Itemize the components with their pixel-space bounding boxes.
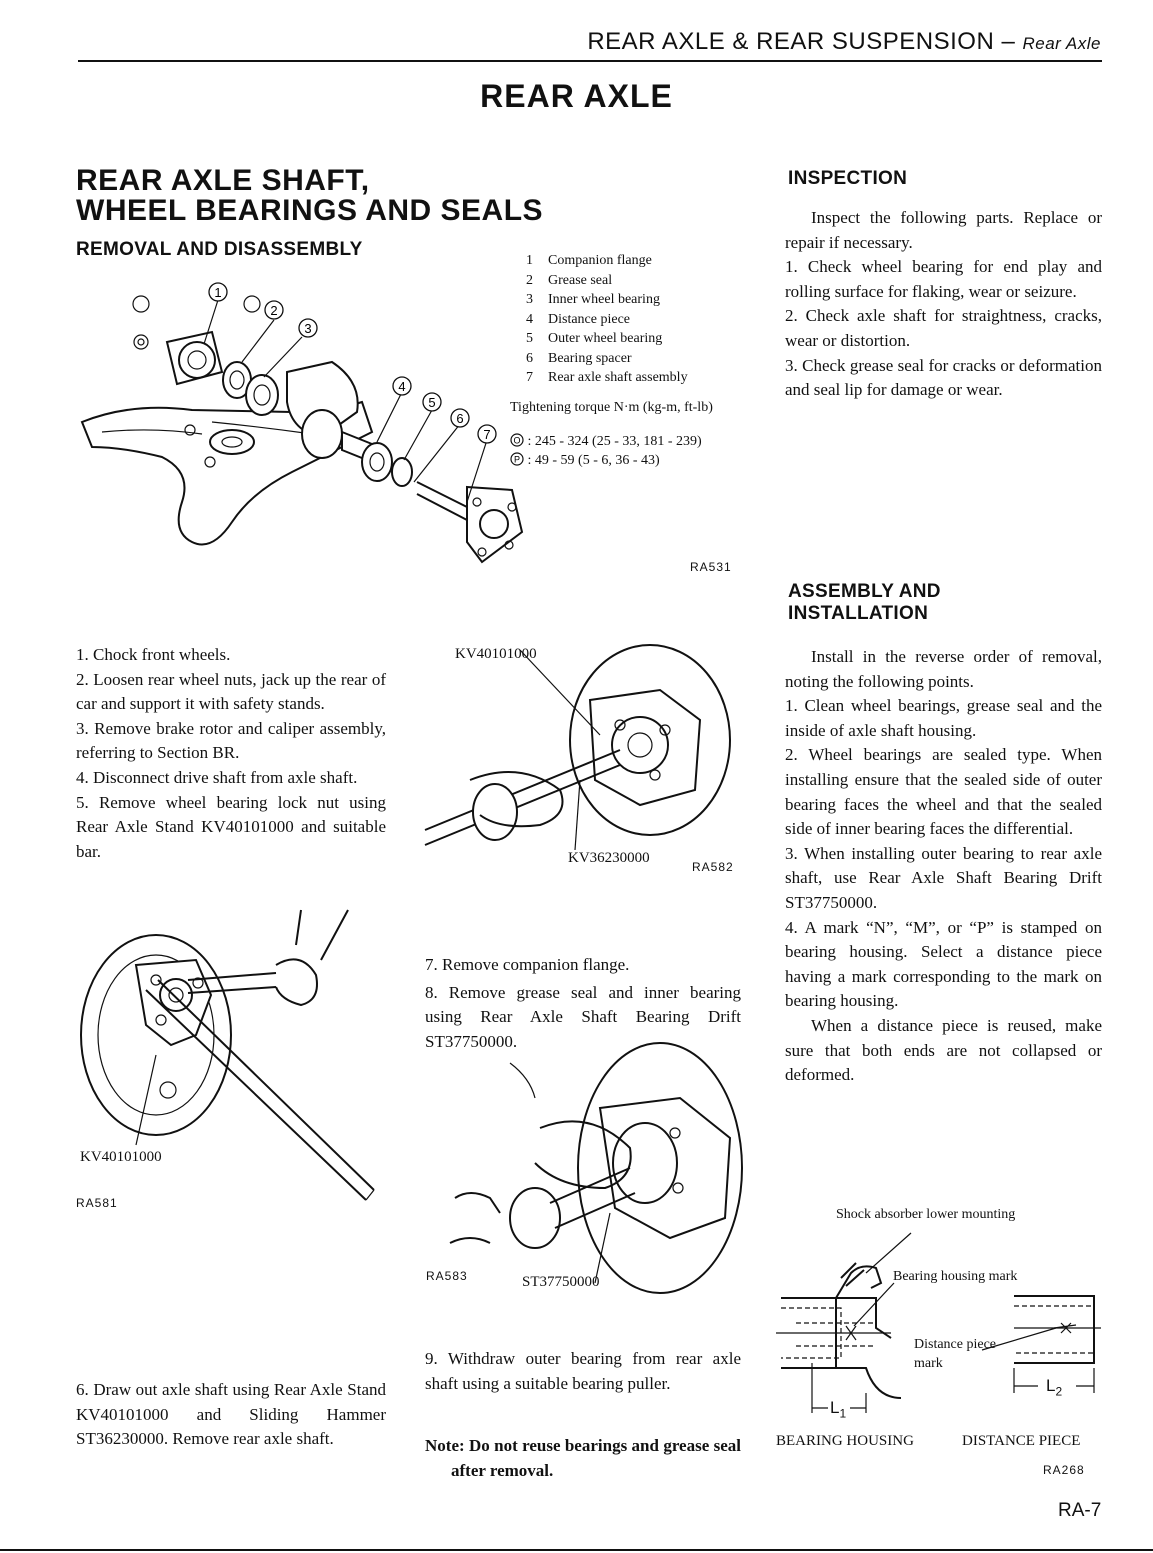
- torque-o-value: : 245 - 324 (25 - 33, 181 - 239): [527, 433, 702, 449]
- callout-number: 3: [304, 321, 312, 336]
- assembly-item: 4. A mark “N”, “M”, or “P” is stamped on bearing housing. Select a distance piece having a mark corresponding to the mark on bearing housing.: [785, 917, 1102, 1011]
- wheel-nut: [160, 1082, 176, 1098]
- figure-ra583-diagram: [440, 1038, 750, 1303]
- removal-step: 3. Remove brake rotor and caliper assembly, referring to Section BR.: [76, 718, 386, 763]
- outer-bearing-shape: [362, 443, 392, 481]
- hammer-weight: [473, 784, 517, 840]
- tool-label-kv401-582: KV40101000: [455, 646, 537, 662]
- tool-label-kv362: KV36230000: [568, 850, 650, 866]
- arm-bolt: [205, 457, 215, 467]
- axle-shaft-line: [417, 482, 467, 507]
- shock-mount-shape: [836, 1266, 881, 1298]
- parts-legend-label: Companion flange: [548, 253, 652, 268]
- drift-handle: [510, 1188, 560, 1248]
- parts-legend-item: [526, 271, 786, 291]
- tool-label-st377: ST37750000: [522, 1274, 600, 1290]
- parts-legend-number: 1: [526, 253, 533, 268]
- label-l2-letter: L: [1046, 1376, 1056, 1395]
- housing-shape: [600, 1098, 730, 1238]
- fingers-shape: [450, 1193, 500, 1243]
- flange-nut-hole: [138, 339, 144, 345]
- figure-code-ra581: RA581: [76, 1196, 118, 1210]
- removal-heading: REMOVAL AND DISASSEMBLY: [76, 239, 363, 260]
- label-l2: [1046, 1376, 1062, 1398]
- label-mark: mark: [914, 1356, 943, 1371]
- torque-p-icon: [510, 452, 524, 466]
- running-header: [587, 28, 1101, 56]
- figure-ra582-diagram: [420, 640, 750, 875]
- torque-o-letter: O: [513, 435, 521, 445]
- parts-legend-number: 6: [526, 350, 533, 366]
- arm-bushing: [210, 430, 254, 454]
- motion-arrow: [510, 1063, 535, 1098]
- housing-bore: [302, 410, 342, 458]
- main-heading-line2: WHEEL BEARINGS AND SEALS: [76, 194, 544, 227]
- assembly-item: 2. Wheel bearings are sealed type. When installing ensure that the sealed side of outer bearing faces the wheel and that the sealed side of inner bearing faces the differential.: [785, 745, 1102, 839]
- hand-shape: [276, 959, 317, 1005]
- parts-legend-number: 5: [526, 331, 533, 346]
- figure-code-ra531: RA531: [690, 560, 732, 574]
- label-housing-mark: Bearing housing mark: [893, 1269, 1018, 1284]
- assembly-list: [785, 694, 1102, 1014]
- bearing-spacer-shape: [392, 458, 412, 486]
- callout-number: 5: [428, 395, 436, 410]
- inspection-item: 2. Check axle shaft for straightness, cracks, wear or distortion.: [785, 306, 1102, 350]
- parts-legend-number: 3: [526, 292, 533, 307]
- axle-shaft-line: [417, 494, 467, 520]
- header-subsection: Rear Axle: [1022, 34, 1101, 53]
- arm-bolt: [185, 425, 195, 435]
- parts-legend-item: [526, 251, 786, 271]
- torque-block: [510, 398, 780, 471]
- parts-legend-item: [526, 329, 786, 349]
- figure-code-ra268: RA268: [1043, 1463, 1085, 1477]
- removal-steps-list: [76, 643, 386, 864]
- bar-end: [366, 1190, 374, 1200]
- tool-leader: [136, 1055, 156, 1145]
- label-l1-sub: 1: [839, 1406, 847, 1421]
- torque-o-marker: [133, 296, 149, 312]
- inspection-item: 1. Check wheel bearing for end play and rolling surface for flaking, wear or seizure.: [785, 257, 1102, 301]
- assembly-heading-line1: ASSEMBLY AND: [788, 581, 941, 602]
- parts-legend-number: 2: [526, 272, 533, 288]
- assembly-intro: Install in the reverse order of removal, noting the following points.: [785, 647, 1102, 691]
- step-6: [76, 1378, 386, 1452]
- parts-legend-label: Grease seal: [548, 272, 613, 288]
- callout-number: 1: [214, 285, 222, 300]
- torque-p-row: [510, 451, 780, 471]
- parts-legend-number: 4: [526, 311, 533, 327]
- inspection-heading: INSPECTION: [788, 168, 908, 189]
- callout-number: 2: [270, 303, 278, 318]
- step-7-text: 7. Remove companion flange.: [425, 955, 630, 974]
- parts-legend-label: Outer wheel bearing: [548, 331, 663, 346]
- label-shock-mount: Shock absorber lower mounting: [836, 1207, 1016, 1222]
- figure-ra581-diagram: [76, 905, 386, 1225]
- hub-assembly: [590, 690, 700, 805]
- assembly-reuse: When a distance piece is reused, make sure that both ends are not collapsed or deformed.: [785, 1015, 1102, 1085]
- figure-code-ra582: RA582: [692, 860, 734, 874]
- page-title: REAR AXLE: [480, 78, 673, 114]
- parts-legend-item: [526, 310, 786, 330]
- assembly-item: 1. Clean wheel bearings, grease seal and the inside of axle shaft housing.: [785, 696, 1102, 740]
- label-l2-sub: 2: [1055, 1384, 1063, 1399]
- inspection-text: [785, 206, 1102, 403]
- header-rule: [78, 60, 1102, 62]
- label-distance-piece: Distance piece: [914, 1337, 997, 1352]
- torque-p-letter: P: [513, 454, 521, 465]
- assembly-heading-line2: INSTALLATION: [788, 603, 929, 624]
- parts-legend: [526, 251, 786, 388]
- removal-steps: [76, 643, 386, 864]
- parts-legend-label: Rear axle shaft assembly: [548, 370, 688, 385]
- parts-legend-rows: [526, 251, 786, 388]
- exploded-callouts: [209, 283, 496, 443]
- header-separator: –: [994, 28, 1023, 55]
- caption-bearing-housing: BEARING HOUSING: [776, 1433, 914, 1449]
- inspection-intro: Inspect the following parts. Replace or repair if necessary.: [785, 208, 1102, 252]
- removal-step: 4. Disconnect drive shaft from axle shaft.: [76, 767, 358, 787]
- main-heading-line1: REAR AXLE SHAFT,: [76, 164, 370, 197]
- note-text: Note: Do not reuse bearings and grease seal after removal.: [425, 1436, 741, 1480]
- sliding-hammer-shaft: [425, 750, 620, 845]
- torque-p-value: : 49 - 59 (5 - 6, 36 - 43): [527, 453, 660, 468]
- flange-nut: [134, 335, 148, 349]
- callout-number: 7: [483, 427, 491, 442]
- page-number: RA-7: [1058, 1500, 1102, 1521]
- removal-step: 1. Chock front wheels.: [76, 645, 231, 664]
- removal-step: 5. Remove wheel bearing lock nut using Rear Axle Stand KV40101000 and suitable bar.: [76, 792, 386, 861]
- footer-rule: [0, 1549, 1153, 1551]
- parts-legend-number: 7: [526, 370, 533, 385]
- parts-legend-label: Distance piece: [548, 311, 631, 327]
- assembly-item: 3. When installing outer bearing to rear axle shaft, use Rear Axle Shaft Bearing Drift ST37750000.: [785, 843, 1102, 912]
- distance-piece-dashed: [1014, 1306, 1094, 1353]
- header-section: REAR AXLE & REAR SUSPENSION: [587, 28, 995, 55]
- hub-carrier: [136, 960, 211, 1045]
- assembly-text: [785, 645, 1102, 1088]
- figure-code-ra583: RA583: [426, 1269, 468, 1283]
- torque-p-marker: [244, 296, 260, 312]
- callout-number: 4: [398, 379, 406, 394]
- label-l1: [830, 1398, 846, 1420]
- parts-legend-item: [526, 368, 786, 388]
- inspection-item: 3. Check grease seal for cracks or deformation and seal lip for damage or wear.: [785, 355, 1102, 400]
- arm-detail-lines: [102, 422, 312, 434]
- step-9-text: 9. Withdraw outer bearing from rear axle shaft using a suitable bearing puller.: [425, 1349, 741, 1393]
- housing-right: [836, 1298, 901, 1398]
- label-l1-letter: L: [830, 1398, 840, 1417]
- removal-step: 2. Loosen rear wheel nuts, jack up the rear of car and support it with safety stands.: [76, 669, 386, 714]
- step-6-text: 6. Draw out axle shaft using Rear Axle Stand KV40101000 and Sliding Hammer ST36230000. Remove rear axle shaft.: [76, 1380, 386, 1449]
- torque-o-row: [510, 432, 780, 452]
- parts-legend-item: [526, 290, 786, 310]
- callout-number: 6: [456, 411, 464, 426]
- inner-bearing-shape: [246, 375, 278, 415]
- exploded-view-diagram: [72, 262, 542, 580]
- leader-kv362: [575, 780, 580, 850]
- arm-lines: [296, 910, 348, 960]
- step-8-text: 8. Remove grease seal and inner bearing using Rear Axle Shaft Bearing Drift ST37750000.: [425, 982, 741, 1051]
- note-block: [425, 1434, 741, 1483]
- companion-flange: [167, 332, 222, 384]
- parts-legend-label: Inner wheel bearing: [548, 292, 660, 307]
- torque-title: Tightening torque N·m (kg-m, ft-lb): [510, 400, 713, 415]
- step-9: [425, 1347, 741, 1396]
- parts-legend-item: [526, 349, 786, 369]
- parts-legend-label: Bearing spacer: [548, 350, 632, 366]
- tool-label-kv401-581: KV40101000: [80, 1149, 162, 1165]
- caption-distance-piece: DISTANCE PIECE: [962, 1433, 1081, 1449]
- torque-o-icon: [510, 433, 524, 447]
- leader-housing-mark: [854, 1283, 894, 1326]
- inspection-list: [785, 255, 1102, 403]
